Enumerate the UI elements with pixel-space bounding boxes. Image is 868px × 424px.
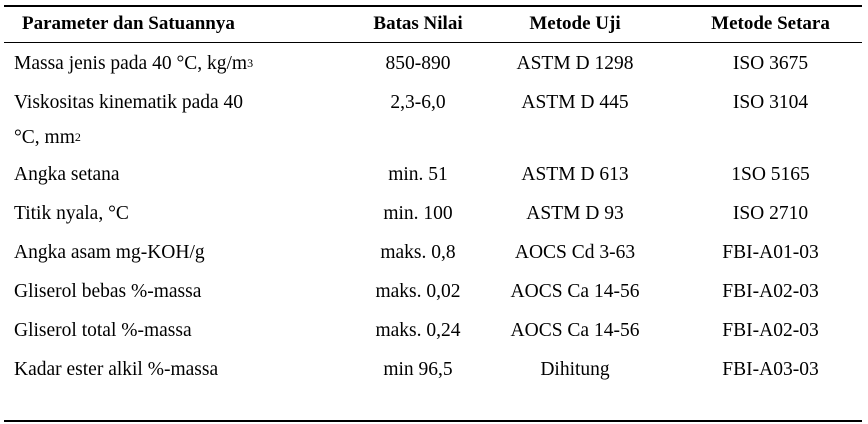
cell-metode-setara-text: 1SO 5165 — [731, 164, 810, 185]
cell-metode-setara — [679, 275, 862, 309]
cell-metode-uji — [486, 275, 664, 309]
table-bottom-rule — [4, 420, 862, 422]
table-row — [4, 236, 862, 270]
cell-parameter-text: Angka asam mg-KOH/g — [14, 242, 205, 263]
cell-parameter — [14, 314, 354, 348]
cell-batas-nilai-text: 2,3-6,0 — [390, 92, 446, 113]
cell-parameter-text: °C, mm — [14, 127, 75, 148]
header-metode-setara: Metode Setara — [711, 12, 830, 34]
cell-metode-uji — [486, 314, 664, 348]
cell-parameter-text: Viskositas kinematik pada 40 — [14, 92, 244, 113]
table-row — [4, 353, 862, 387]
cell-metode-uji-text: ASTM D 613 — [521, 164, 629, 185]
cell-batas-nilai — [350, 121, 486, 155]
cell-batas-nilai — [350, 158, 486, 192]
cell-parameter — [14, 353, 354, 387]
cell-metode-setara — [679, 121, 862, 155]
cell-parameter: Massa jenis pada 40 °C, kg/m $^3$ — [14, 53, 254, 74]
cell-parameter — [14, 197, 354, 231]
cell-metode-uji-text: ASTM D 445 — [521, 92, 629, 113]
cell-batas-nilai — [350, 47, 486, 81]
cell-parameter — [14, 275, 354, 309]
cell-metode-uji — [486, 47, 664, 81]
cell-metode-setara-text: FBI-A02-03 — [722, 320, 819, 341]
cell-batas-nilai-text: maks. 0,02 — [375, 281, 461, 302]
cell-batas-nilai — [350, 353, 486, 387]
cell-batas-nilai — [350, 236, 486, 270]
cell-metode-uji — [486, 236, 664, 270]
cell-batas-nilai — [350, 314, 486, 348]
cell-parameter: °C, mm $^2$ — [14, 127, 81, 148]
cell-parameter — [14, 236, 354, 270]
cell-metode-uji-text: Dihitung — [540, 359, 610, 380]
table-row — [4, 158, 862, 192]
table-row — [4, 86, 862, 120]
cell-metode-setara-text: FBI-A02-03 — [722, 281, 819, 302]
cell-batas-nilai — [350, 86, 486, 120]
cell-metode-uji-text: ASTM D 93 — [526, 203, 624, 224]
cell-parameter-text: Gliserol bebas %-massa — [14, 281, 202, 302]
cell-metode-uji-text: AOCS Ca 14-56 — [510, 320, 640, 341]
cell-metode-uji-text: AOCS Ca 14-56 — [510, 281, 640, 302]
cell-batas-nilai-text: min 96,5 — [383, 359, 453, 380]
header-rule — [4, 42, 862, 43]
cell-batas-nilai-text: maks. 0,8 — [380, 242, 456, 263]
cell-metode-uji — [486, 86, 664, 120]
cell-parameter-text: Kadar ester alkil %-massa — [14, 359, 219, 380]
cell-metode-setara — [679, 314, 862, 348]
cell-parameter — [14, 86, 354, 120]
cell-metode-uji-text: AOCS Cd 3-63 — [514, 242, 636, 263]
cell-batas-nilai — [350, 275, 486, 309]
cell-batas-nilai-text: 850-890 — [385, 53, 451, 74]
cell-metode-setara — [679, 47, 862, 81]
header-batas-nilai: Batas Nilai — [373, 12, 463, 34]
cell-metode-setara — [679, 86, 862, 120]
cell-batas-nilai-text: min. 51 — [388, 164, 448, 185]
cell-metode-uji — [486, 158, 664, 192]
cell-metode-uji — [486, 197, 664, 231]
cell-metode-setara — [679, 158, 862, 192]
cell-metode-uji-text: ASTM D 1298 — [516, 53, 634, 74]
cell-metode-setara — [679, 197, 862, 231]
cell-metode-setara — [679, 353, 862, 387]
cell-parameter — [14, 158, 354, 192]
cell-parameter-text: Gliserol total %-massa — [14, 320, 192, 341]
cell-metode-uji — [486, 121, 664, 155]
cell-metode-setara-text: ISO 3104 — [732, 92, 809, 113]
table-row — [4, 197, 862, 231]
cell-metode-setara-text: FBI-A01-03 — [722, 242, 819, 263]
header-metode-uji: Metode Uji — [529, 12, 621, 34]
table-row — [4, 314, 862, 348]
cell-metode-setara-text: ISO 3675 — [732, 53, 809, 74]
cell-parameter-text: Angka setana — [14, 164, 120, 185]
cell-metode-setara — [679, 236, 862, 270]
header-parameter: Parameter dan Satuannya — [22, 12, 235, 34]
cell-parameter-text: Titik nyala, °C — [14, 203, 129, 224]
cell-metode-setara-text: FBI-A03-03 — [722, 359, 819, 380]
table-row — [4, 275, 862, 309]
cell-metode-setara-text: ISO 2710 — [732, 203, 809, 224]
cell-batas-nilai-text: min. 100 — [383, 203, 453, 224]
cell-metode-uji — [486, 353, 664, 387]
cell-parameter-text: Massa jenis pada 40 °C, kg/m — [14, 53, 248, 74]
cell-batas-nilai-text: maks. 0,24 — [375, 320, 461, 341]
table-row — [4, 47, 862, 81]
cell-batas-nilai — [350, 197, 486, 231]
table-row — [4, 121, 862, 155]
